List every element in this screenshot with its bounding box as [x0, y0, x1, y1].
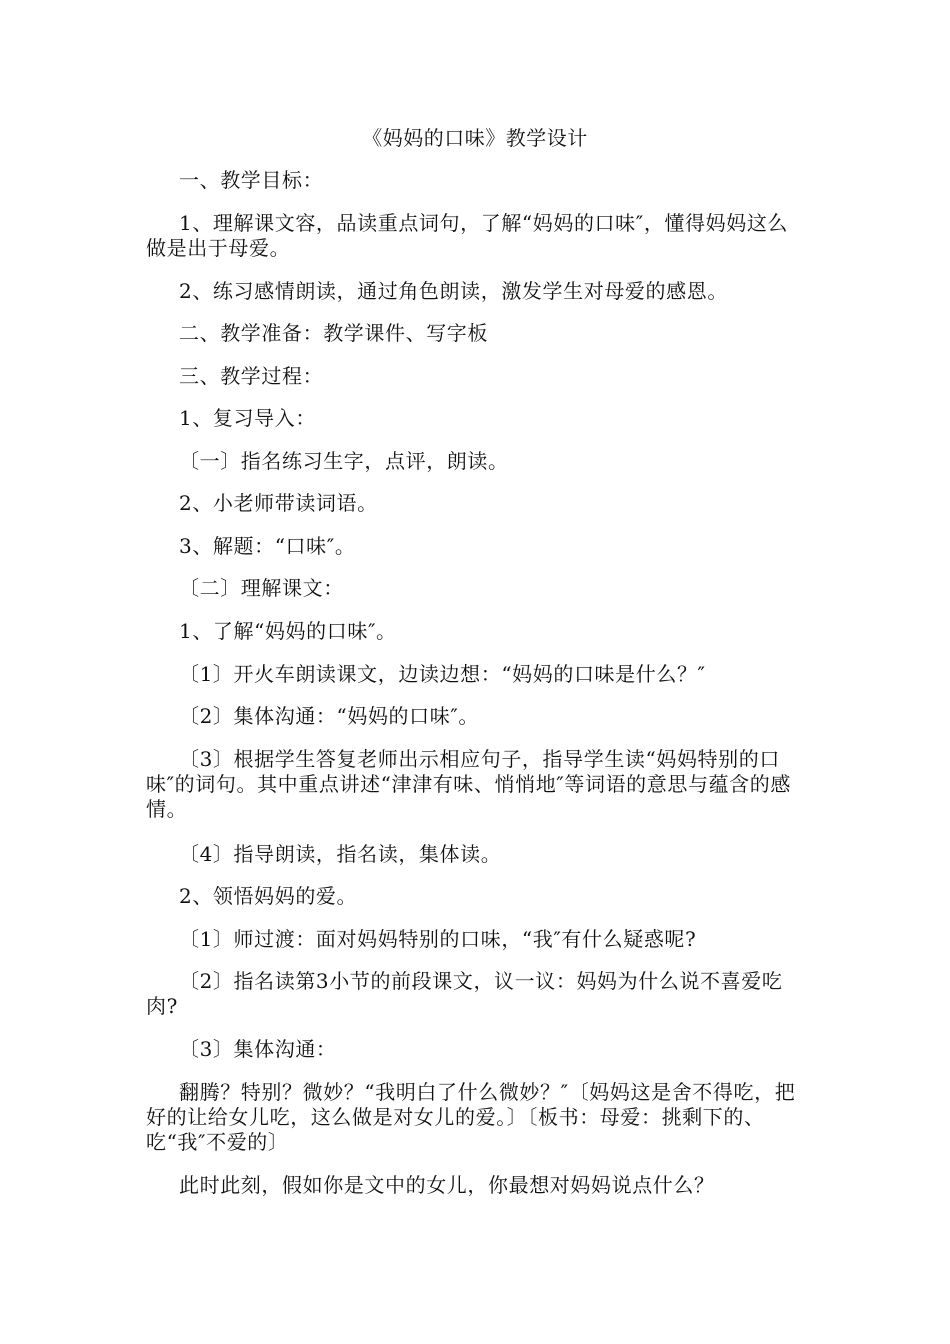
paragraph: 翻腾？特别？微妙？“我明白了什么微妙？″〔妈妈这是舍不得吃，把好的让给女儿吃，这么做是对女儿的爱。〕〔板书：母爱：挑剩下的、吃“我″不爱的〕: [146, 1080, 796, 1154]
section-heading-process: 三、教学过程：: [179, 364, 324, 388]
paragraph: 〔一〕指名练习生字，点评，朗读。: [179, 449, 509, 473]
paragraph: 〔2〕集体沟通：“妈妈的口味″。: [179, 704, 480, 728]
paragraph: 〔二〕理解课文：: [179, 576, 344, 600]
paragraph: 〔2〕指名读第3小节的前段课文，议一议：妈妈为什么说不喜爱吃肉?: [146, 969, 783, 1018]
section-heading-preparation: 二、教学准备：教学课件、写字板: [179, 321, 488, 345]
paragraph: 2、领悟妈妈的爱。: [179, 884, 358, 908]
paragraph: 〔3〕根据学生答复老师出示相应句子，指导学生读“妈妈特别的口味″的词句。其中重点讲述“津津有味、悄悄地″等词语的意思与蕴含的感情。: [146, 747, 791, 821]
paragraph: 〔3〕集体沟通：: [179, 1037, 337, 1061]
document-title: 《妈妈的口味》教学设计: [362, 126, 588, 150]
paragraph: 2、小老师带读词语。: [179, 491, 378, 515]
paragraph: 2、练习感情朗读，通过角色朗读，激发学生对母爱的感恩。: [179, 279, 728, 303]
paragraph: 〔1〕开火车朗读课文，边读边想：“妈妈的口味是什么？″: [179, 662, 706, 686]
paragraph: 1、理解课文容，品读重点词句，了解“妈妈的口味″，懂得妈妈这么做是出于母爱。: [146, 211, 789, 260]
paragraph: 1、复习导入：: [179, 406, 316, 430]
paragraph: 1、了解“妈妈的口味″。: [179, 619, 397, 643]
paragraph: 3、解题：“口味″。: [179, 534, 356, 558]
section-heading-goals: 一、教学目标：: [179, 168, 324, 192]
paragraph: 〔1〕师过渡：面对妈妈特别的口味，“我″有什么疑惑呢?: [179, 927, 697, 951]
paragraph: 此时此刻，假如你是文中的女儿，你最想对妈妈说点什么？: [179, 1173, 715, 1197]
paragraph: 〔4〕指导朗读，指名读，集体读。: [179, 842, 502, 866]
